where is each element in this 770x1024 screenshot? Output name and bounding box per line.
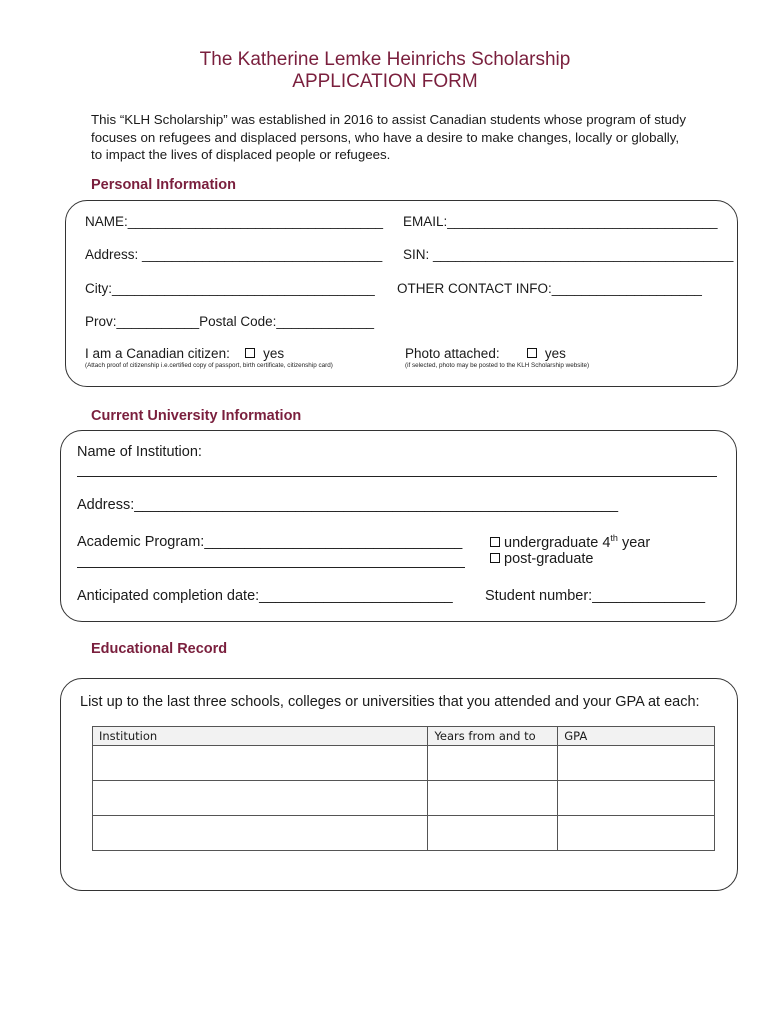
city-field[interactable]: City:___________________________________ xyxy=(85,281,375,296)
photo-checkbox[interactable] xyxy=(527,348,537,358)
institution-cell[interactable] xyxy=(93,746,428,781)
years-cell[interactable] xyxy=(428,816,558,851)
institution-label: Name of Institution: xyxy=(77,444,202,460)
institution-line[interactable] xyxy=(77,476,717,477)
citizen-note: (Attach proof of citizenship i.e.certified copy of passport, birth certificate, citizenship card) xyxy=(85,362,333,369)
education-instructions: List up to the last three schools, colleges or universities that you attended and your GPA at each: xyxy=(80,694,700,710)
university-address-field[interactable]: Address:____________________________________________________________ xyxy=(77,497,619,513)
gpa-cell[interactable] xyxy=(558,746,715,781)
academic-program-line-2[interactable] xyxy=(77,567,465,568)
undergraduate-checkbox[interactable] xyxy=(490,537,500,547)
prov-postal-field[interactable]: Prov:___________Postal Code:_____________ xyxy=(85,314,374,329)
table-row xyxy=(93,746,715,781)
institution-cell[interactable] xyxy=(93,781,428,816)
undergraduate-option: undergraduate 4th year xyxy=(490,533,650,551)
column-header-years: Years from and to xyxy=(428,727,558,746)
education-heading: Educational Record xyxy=(91,641,228,657)
table-row xyxy=(93,816,715,851)
form-subtitle: APPLICATION FORM xyxy=(292,71,478,92)
education-table xyxy=(92,726,715,851)
other-contact-field[interactable]: OTHER CONTACT INFO:____________________ xyxy=(397,281,702,296)
personal-info-heading: Personal Information xyxy=(91,177,237,193)
column-header-gpa: GPA xyxy=(558,727,715,746)
completion-date-field[interactable]: Anticipated completion date:________________________ xyxy=(77,588,453,604)
postgraduate-checkbox[interactable] xyxy=(490,553,500,563)
citizen-yes-label: yes xyxy=(263,346,285,361)
student-number-field[interactable]: Student number:______________ xyxy=(485,588,706,604)
postgraduate-option: post-graduate xyxy=(490,551,593,567)
institution-cell[interactable] xyxy=(93,816,428,851)
table-row xyxy=(93,781,715,816)
sin-field[interactable]: SIN: ________________________________________ xyxy=(403,247,734,262)
citizen-label: I am a Canadian citizen: xyxy=(85,346,230,361)
photo-label: Photo attached: xyxy=(405,346,500,361)
photo-note: (if selected, photo may be posted to the KLH Scholarship website) xyxy=(405,362,590,369)
academic-program-field[interactable]: Academic Program:________________________________ xyxy=(77,534,463,550)
address-field[interactable]: Address: ________________________________ xyxy=(85,247,383,262)
citizen-checkbox[interactable] xyxy=(245,348,255,358)
form-title: The Katherine Lemke Heinrichs Scholarship xyxy=(199,49,571,70)
intro-paragraph: This “KLH Scholarship” was established in 2016 to assist Canadian students whose program of study focuses on refugees and displaced persons, who have a desire to make changes, locally or globally, to impact the lives of displaced people or refugees. xyxy=(91,112,686,162)
citizen-row xyxy=(85,346,284,361)
table-header-row xyxy=(93,727,715,746)
years-cell[interactable] xyxy=(428,746,558,781)
name-field[interactable]: NAME:__________________________________ xyxy=(85,214,384,229)
gpa-cell[interactable] xyxy=(558,781,715,816)
email-field[interactable]: EMAIL:____________________________________ xyxy=(403,214,718,229)
column-header-institution: Institution xyxy=(93,727,428,746)
photo-yes-label: yes xyxy=(544,346,566,361)
years-cell[interactable] xyxy=(428,781,558,816)
photo-row xyxy=(405,346,566,361)
gpa-cell[interactable] xyxy=(558,816,715,851)
university-info-heading: Current University Information xyxy=(91,408,302,424)
